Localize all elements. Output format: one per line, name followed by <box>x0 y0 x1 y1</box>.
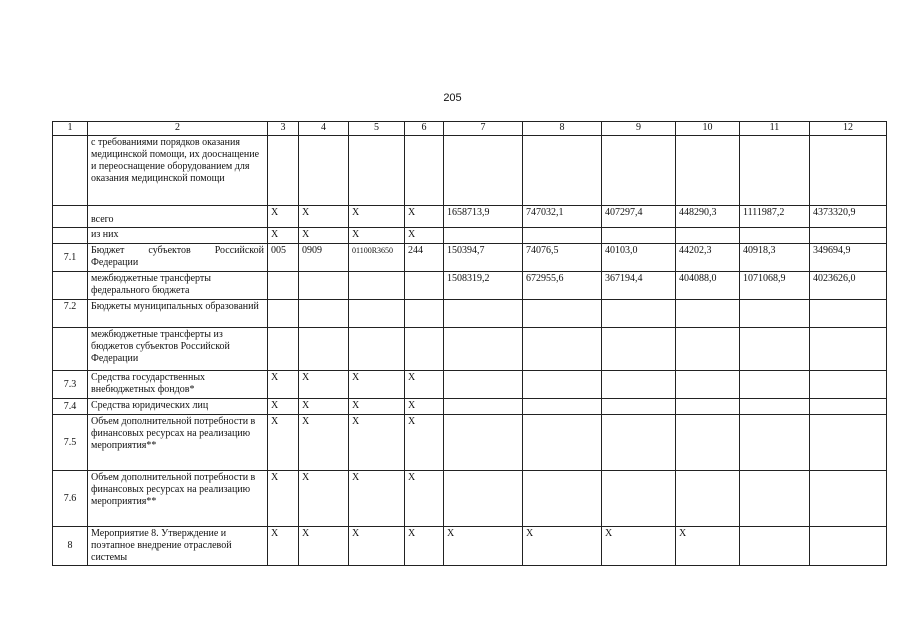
table-row <box>53 371 887 399</box>
row-number: 7.5 <box>53 415 88 471</box>
row-number: 7.3 <box>53 371 88 399</box>
table-cell <box>740 300 810 328</box>
header-row <box>53 122 887 136</box>
table-row <box>53 399 887 415</box>
table-cell <box>676 399 740 415</box>
table-cell: X <box>268 206 299 228</box>
table-cell: X <box>405 415 444 471</box>
table-cell <box>268 328 299 371</box>
table-cell: X <box>676 527 740 566</box>
row-name: Объем дополнительной потребности в финансовых ресурсах на реализацию мероприятия** <box>88 415 268 471</box>
table-cell <box>444 415 523 471</box>
table-cell <box>523 228 602 244</box>
table-row <box>53 206 887 228</box>
row-number <box>53 206 88 228</box>
table-cell <box>810 300 887 328</box>
table-row <box>53 415 887 471</box>
column-header: 5 <box>349 122 405 136</box>
table-cell <box>444 328 523 371</box>
table-cell <box>602 136 676 206</box>
table-cell <box>602 371 676 399</box>
table-cell <box>810 527 887 566</box>
table-cell <box>676 328 740 371</box>
column-header: 9 <box>602 122 676 136</box>
table-cell: X <box>349 399 405 415</box>
row-name: из них <box>88 228 268 244</box>
table-cell <box>349 136 405 206</box>
table-row <box>53 328 887 371</box>
row-name: Средства государственных внебюджетных фондов* <box>88 371 268 399</box>
table-cell <box>676 415 740 471</box>
table-cell: X <box>405 399 444 415</box>
column-header: 1 <box>53 122 88 136</box>
table-cell: X <box>405 206 444 228</box>
table-cell <box>523 471 602 527</box>
table-row <box>53 300 887 328</box>
table-cell <box>810 228 887 244</box>
table-cell: X <box>299 527 349 566</box>
row-name: Мероприятие 8. Утверждение и поэтапное внедрение отраслевой системы <box>88 527 268 566</box>
table-row <box>53 471 887 527</box>
row-number: 7.1 <box>53 244 88 272</box>
table-cell <box>676 471 740 527</box>
row-number <box>53 136 88 206</box>
table-cell: 1508319,2 <box>444 272 523 300</box>
column-header: 2 <box>88 122 268 136</box>
table-cell <box>405 300 444 328</box>
column-header: 10 <box>676 122 740 136</box>
table-cell <box>602 300 676 328</box>
row-name: Средства юридических лиц <box>88 399 268 415</box>
table-cell <box>676 228 740 244</box>
table-cell <box>405 272 444 300</box>
table-cell: X <box>299 415 349 471</box>
table-cell <box>349 300 405 328</box>
table-cell <box>810 471 887 527</box>
table-cell <box>602 399 676 415</box>
table-cell: 4373320,9 <box>810 206 887 228</box>
budget-table <box>52 121 887 566</box>
table-cell: 74076,5 <box>523 244 602 272</box>
table-cell: X <box>299 471 349 527</box>
table-cell <box>602 228 676 244</box>
table-cell <box>299 136 349 206</box>
table-cell <box>740 471 810 527</box>
table-cell: 1111987,2 <box>740 206 810 228</box>
table-cell <box>676 371 740 399</box>
table-cell: X <box>299 206 349 228</box>
row-number: 7.6 <box>53 471 88 527</box>
row-number <box>53 328 88 371</box>
table-cell <box>268 136 299 206</box>
table-cell <box>299 328 349 371</box>
table-cell <box>602 328 676 371</box>
table-cell: 1658713,9 <box>444 206 523 228</box>
table-cell: 40103,0 <box>602 244 676 272</box>
table-cell: 747032,1 <box>523 206 602 228</box>
table-cell: X <box>444 527 523 566</box>
row-number: 8 <box>53 527 88 566</box>
table-cell <box>676 300 740 328</box>
row-name: Бюджеты муниципальных образований <box>88 300 268 328</box>
table-cell: X <box>405 228 444 244</box>
table-cell <box>740 371 810 399</box>
table-cell <box>740 399 810 415</box>
table-cell: X <box>268 527 299 566</box>
column-header: 11 <box>740 122 810 136</box>
page-number: 205 <box>443 92 462 104</box>
table-cell: X <box>299 399 349 415</box>
table-cell <box>602 471 676 527</box>
table-cell: 150394,7 <box>444 244 523 272</box>
table-cell <box>268 300 299 328</box>
table-cell <box>740 527 810 566</box>
table-cell <box>523 300 602 328</box>
table-cell <box>444 228 523 244</box>
table-cell: X <box>405 471 444 527</box>
table-cell: 448290,3 <box>676 206 740 228</box>
table-cell: X <box>349 206 405 228</box>
table-cell: X <box>268 399 299 415</box>
table-cell <box>810 136 887 206</box>
table-cell: X <box>602 527 676 566</box>
table-cell: X <box>349 371 405 399</box>
table-cell <box>444 471 523 527</box>
table-cell: 672955,6 <box>523 272 602 300</box>
table-row <box>53 527 887 566</box>
table-cell: X <box>349 471 405 527</box>
table-cell <box>523 415 602 471</box>
table-cell <box>523 399 602 415</box>
table-cell: X <box>523 527 602 566</box>
table-cell: X <box>349 228 405 244</box>
table-cell: 005 <box>268 244 299 272</box>
table-cell <box>602 415 676 471</box>
row-name: межбюджетные трансферты федерального бюджета <box>88 272 268 300</box>
table-cell <box>349 272 405 300</box>
table-cell: X <box>268 228 299 244</box>
column-header: 7 <box>444 122 523 136</box>
table-cell <box>268 272 299 300</box>
table-cell: 4023626,0 <box>810 272 887 300</box>
table-cell <box>676 136 740 206</box>
row-name: Объем дополнительной потребности в финансовых ресурсах на реализацию мероприятия** <box>88 471 268 527</box>
row-number: 7.2 <box>53 300 88 328</box>
table-cell: X <box>349 415 405 471</box>
table-cell <box>523 328 602 371</box>
table-cell: X <box>405 371 444 399</box>
table-cell: X <box>268 471 299 527</box>
row-name: с требованиями порядков оказания медицинской помощи, их дооснащение и переоснащение оборудованием для оказания медицинской помощи <box>88 136 268 206</box>
row-name: межбюджетные трансферты из бюджетов субъектов Российской Федерации <box>88 328 268 371</box>
row-name: Бюджет субъектов Российской Федерации <box>88 244 268 272</box>
table-cell <box>740 415 810 471</box>
table-cell <box>405 136 444 206</box>
table-cell <box>523 136 602 206</box>
table-cell: X <box>299 371 349 399</box>
row-name: всего <box>88 206 268 228</box>
table-cell <box>444 300 523 328</box>
table-cell: 404088,0 <box>676 272 740 300</box>
table-cell <box>405 328 444 371</box>
table-cell <box>444 399 523 415</box>
table-row <box>53 136 887 206</box>
table-cell <box>810 328 887 371</box>
row-number <box>53 228 88 244</box>
column-header: 6 <box>405 122 444 136</box>
column-header: 3 <box>268 122 299 136</box>
table-cell: 01100R3650 <box>349 244 405 272</box>
table-cell: X <box>299 228 349 244</box>
table-cell: X <box>268 415 299 471</box>
table-cell <box>810 371 887 399</box>
table-cell <box>523 371 602 399</box>
column-header: 12 <box>810 122 887 136</box>
table-cell <box>740 328 810 371</box>
row-number: 7.4 <box>53 399 88 415</box>
table-cell <box>444 371 523 399</box>
table-cell <box>810 399 887 415</box>
table-cell: 349694,9 <box>810 244 887 272</box>
table-cell <box>740 228 810 244</box>
table-cell: 44202,3 <box>676 244 740 272</box>
table-cell <box>299 272 349 300</box>
table-cell <box>740 136 810 206</box>
table-cell: X <box>268 371 299 399</box>
table-cell: 1071068,9 <box>740 272 810 300</box>
table-cell <box>444 136 523 206</box>
row-number <box>53 272 88 300</box>
column-header: 8 <box>523 122 602 136</box>
table-cell: X <box>405 527 444 566</box>
table-cell: 40918,3 <box>740 244 810 272</box>
table-row <box>53 244 887 272</box>
table-cell: 244 <box>405 244 444 272</box>
table-cell: X <box>349 527 405 566</box>
table-row <box>53 228 887 244</box>
table-cell <box>299 300 349 328</box>
table-row <box>53 272 887 300</box>
table-cell: 367194,4 <box>602 272 676 300</box>
table-cell: 0909 <box>299 244 349 272</box>
table-cell <box>349 328 405 371</box>
table-cell <box>810 415 887 471</box>
table-cell: 407297,4 <box>602 206 676 228</box>
column-header: 4 <box>299 122 349 136</box>
